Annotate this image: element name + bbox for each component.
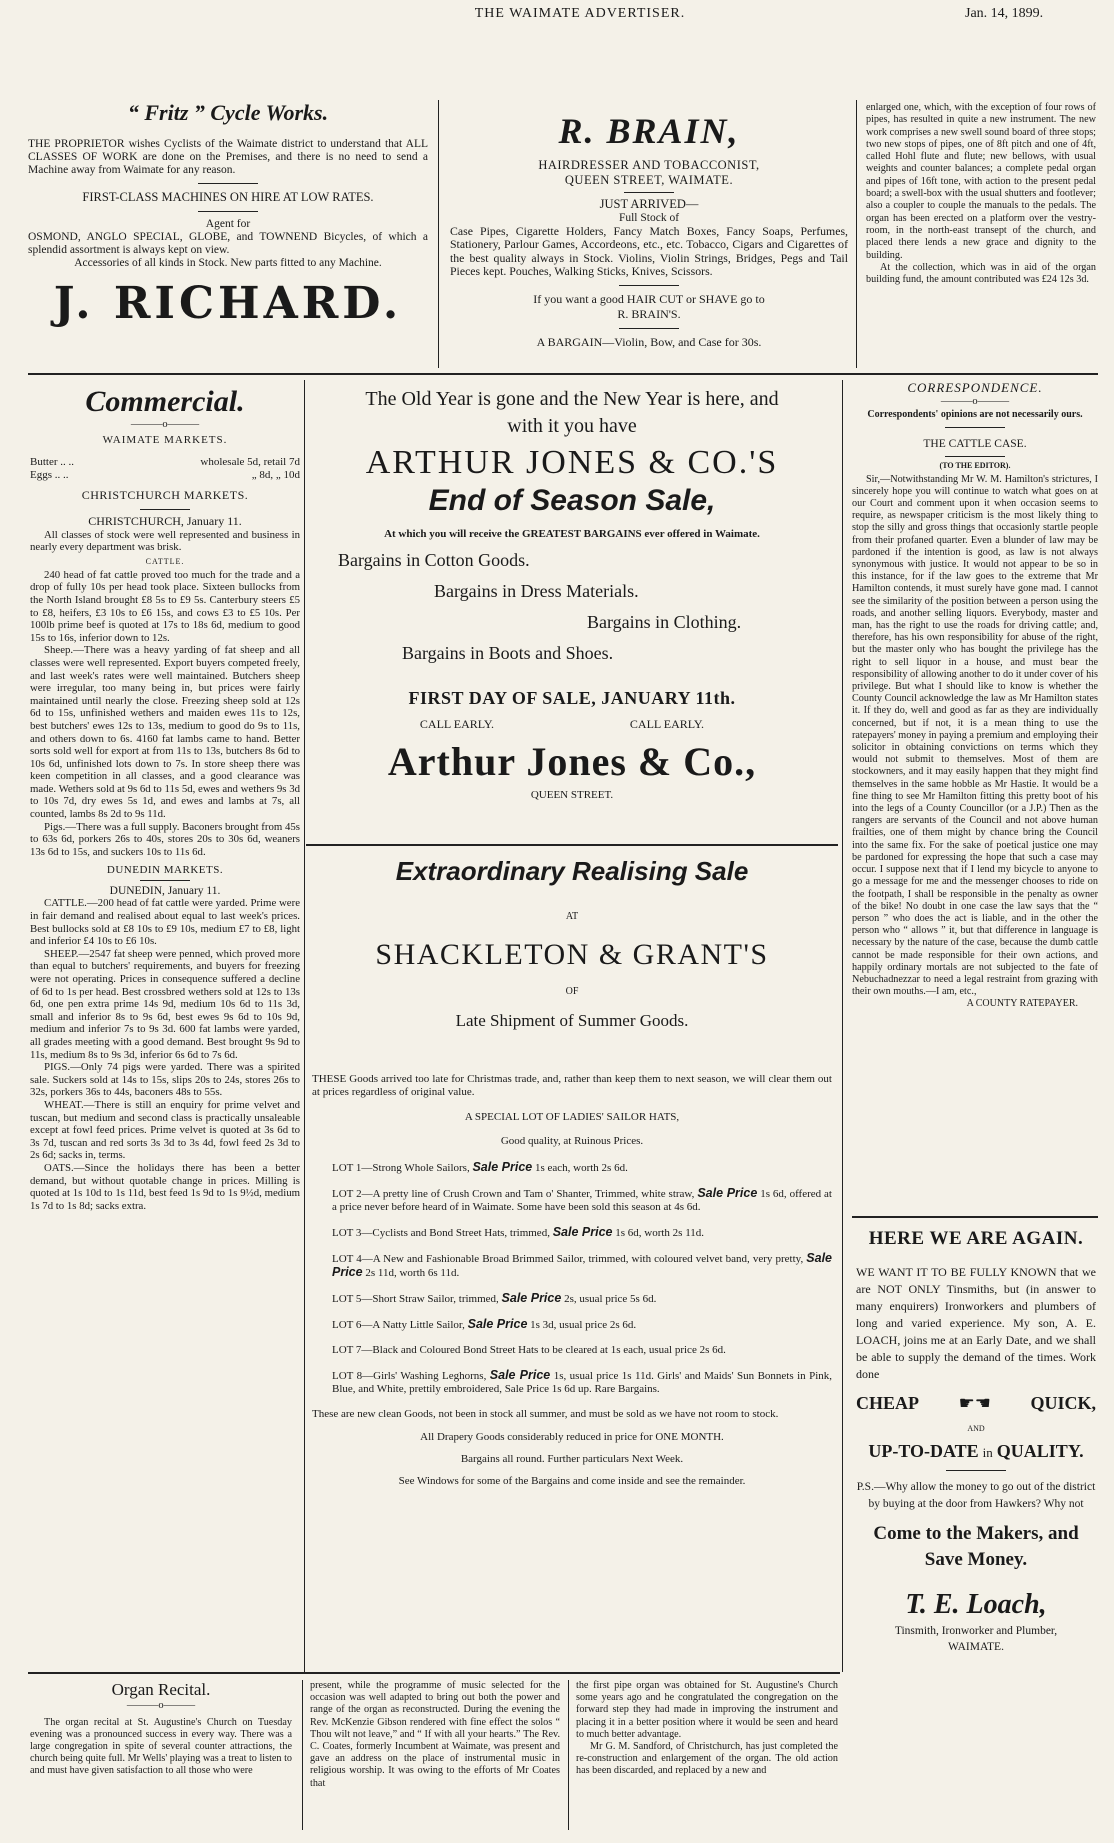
- lot-item: [332, 1344, 832, 1357]
- sale-price-label: Sale Price: [552, 1225, 613, 1239]
- chch-cattle: 240 head of fat cattle proved too much for the trade and a drop of fully 10s per head took place. Sixteen bullocks from the North Island brought £8 5s to £9 5s. Canterbury steers £5 to £8, heifers, £3 10s to £6 15s, and cows £3 to £5 10s. Per 100lb prime beef is quoted at 17s to 18s 6d, medium to good 15s to 16s, inferior down to 12s.: [30, 568, 300, 644]
- jones-sale: End of Season Sale,: [428, 484, 716, 517]
- dunedin-markets-head: DUNEDIN MARKETS.: [106, 864, 224, 877]
- cheap-word: CHEAP: [856, 1393, 919, 1413]
- eggs-row: [30, 469, 300, 482]
- dunedin-oats: OATS.—Since the holidays there has been a better demand, but without quotable change in prices. Milling is quoted at 1s 10d to 1s 11d, best feed 1s 9d to 1s 9½d, medium 1s 7d to 1s 8d; sacks extra.: [30, 1161, 300, 1212]
- jones-name: ARTHUR JONES & CO.'S: [365, 444, 779, 481]
- lot-item: [332, 1369, 832, 1396]
- lot-text: LOT 8—Girls' Washing Leghorns,: [332, 1370, 490, 1382]
- jones-company: Arthur Jones & Co.,: [387, 739, 757, 784]
- butter-label: Butter .. ..: [30, 455, 74, 468]
- organ-text-2: present, while the programme of music selected for the occasion was well adapted to bring out both the power and range of the organ as reconstructed. During the evening the Rev. McKenzie Gibson rendered with fine effect the solos “ Thou wilt not leave,” and “ If with all your hearts.” The Rev. C. Coates, formerly Incumbent at Waimate, was present and gave an address on the place of instrumental music in religious worship. It was owing to the efforts of Mr Coates that: [310, 1680, 560, 1789]
- loach-come: Come to the Makers, and Save Money.: [873, 1523, 1079, 1570]
- lot-text: LOT 7—Black and Coloured Bond Street Hats to be cleared at 1s each, usual price 2s 6d.: [332, 1344, 726, 1356]
- dunedin-pigs: PIGS.—Only 74 pigs were yarded. There was a spirited sale. Suckers sold at 14s to 15s, slips 20s to 24s, stores 26s to 32s, porkers 36s to 44s, baconers 48s to 55s.: [30, 1061, 300, 1099]
- loach-intro: WE WANT IT TO BE FULLY KNOWN that we are NOT ONLY Tinsmiths, but (in answer to many enquirers) Ironworkers and plumbers of long and varied experience. My son, A. E. LOACH, joins me at an Early Date, and we shall be able to supply the demand of the times. Work done: [856, 1265, 1096, 1381]
- loach-headline: HERE WE ARE AGAIN.: [868, 1228, 1084, 1249]
- fritz-intro: THE PROPRIETOR wishes Cyclists of the Waimate district to understand that ALL CLASSES OF WORK are done on the Premises, and there is no need to send a Machine away from Waimate for any reason.: [28, 138, 428, 176]
- hand-pointer-icon: ☛☚: [958, 1393, 991, 1413]
- eggs-price: „ 8d, „ 10d: [251, 468, 300, 481]
- lot-text: LOT 4—A New and Fashionable Broad Brimmed Sailor, trimmed, with coloured velvet band, very pretty,: [332, 1253, 807, 1265]
- lot-text: 2s 11d, worth 6s 11d.: [362, 1267, 460, 1279]
- separator: ———o———: [126, 1700, 196, 1711]
- lot-text: LOT 3—Cyclists and Bond Street Hats, trimmed,: [332, 1227, 553, 1239]
- uptodate-word: UP-TO-DATE: [868, 1441, 979, 1461]
- newspaper-name: THE WAIMATE ADVERTISER.: [474, 6, 686, 21]
- loach-town: WAIMATE.: [948, 1641, 1004, 1653]
- cattle-subhead: CATTLE.: [145, 556, 185, 566]
- dunedin-date: DUNEDIN, January 11.: [109, 885, 221, 898]
- brain-trade: HAIRDRESSER AND TOBACCONIST,: [538, 158, 760, 172]
- and-word: AND: [967, 1424, 985, 1433]
- shackleton-at: AT: [565, 911, 579, 922]
- dunedin-wheat: WHEAT.—There is still an enquiry for prime velvet and tuscan, but medium and second class is practically unsaleable except at fowl feed prices. Prime velvet is quoted at 3s 6d to 3s 7d, tuscan and red sorts 3s 3d to 3s 4d, fowl feed 2s 3d to 2s 6d; sacks in, terms.: [30, 1098, 300, 1162]
- sale-price-label: Sale Price: [501, 1291, 562, 1305]
- quality-word: QUALITY.: [996, 1441, 1084, 1461]
- cattle-case-title: THE CATTLE CASE.: [923, 437, 1027, 450]
- cattle-case-letter: Sir,—Notwithstanding Mr W. M. Hamilton's strictures, I sincerely hope you will continue to watch what goes on at our Court and comment upon it when occasion seems to require, as newspaper criticism is the most likely thing to stop the silly and gross things that occasionly startle people from their profaned quarter. Even a blunder of law may be pardoned if the intention is good, as law is not always synonymous with justice. It would not appear to be so in this instance, for if the law goes to the extreme that Mr Hamilton contends, it must surely have gone mad. I cannot see the similarity of the position between a person using the roads, and another selling liquors. Everybody, master and man, has the right to use the roads for driving cattle; and, therefore, has his own responsibility for abuse of the right, but the master only who has bought the privilege has the right to sell liquor in a house, and must bear the responsibility of allowing another to do it under cover of his privilege. But what I should like to know is whether the County Council acknowledge the law as Mr Hamilton states it. If they do, well and good as far as they are individually concerned, but if not, it is a mean thing to use the ratepayers' money in paying a premium and employing their solicitor in obtaining convictions on terms which they would not submit to themselves. Most of them are stockowners, and it may easily happen that they might find themselves in the same hobble as Mr Hastie. It would be a fine thing to see Mr Hamilton fitting this pretty boot of his into the legs of a County Councillor (or a J.P.) Then as the rangers are servants of the Council and not above human frailties, one of them might by chance bring the Council into the same fix. For the sake of poetical justice one may be pardoned for expressing the hope that such a case may occur. I suppose next that if I lend my bicycle to anyone to go a message for me and the messenger chooses to ride on the footpath, I shall be responsible in the penalty as owner of the bike! No doubt in one case the law says that the “ person ” who does the act is liable, and in the other the person who “ allows ” it, but that difference in language is necessary by the nature of the case, because the dumb cattle cannot be made responsible for their own actions, and happily ordinary mortals are not subjected to the fate of Nebuchadnezzar to need a legal restraint from grazing with their own mouths.—I am, etc.,: [852, 473, 1098, 998]
- separator: ———o———: [130, 419, 200, 430]
- lot-text: 1s 3d, usual price 2s 6d.: [527, 1319, 637, 1331]
- jones-bargain-dress: Bargains in Dress Materials.: [434, 581, 639, 601]
- masthead: [0, 0, 1114, 22]
- fritz-agent: Agent for: [205, 218, 251, 230]
- correspondence-title: CORRESPONDENCE.: [907, 380, 1043, 395]
- uptodate-row: [856, 1441, 1096, 1462]
- jones-first-day: FIRST DAY OF SALE, JANUARY 11th.: [408, 688, 736, 708]
- lot-item: [332, 1252, 832, 1280]
- sale-price-label: Sale Price: [697, 1186, 758, 1200]
- jones-bargain-boots: Bargains in Boots and Shoes.: [402, 643, 614, 663]
- separator: ———o———: [940, 396, 1010, 407]
- commercial-column: [30, 385, 300, 1212]
- sale-price-label: Sale Price: [489, 1368, 551, 1382]
- lot-item: [332, 1292, 832, 1306]
- brain-stock: Full Stock of: [618, 212, 680, 224]
- organ-text-1: The organ recital at St. Augustine's Church on Tuesday evening was a pronounced success in every way. There was a large congregation in spite of several counter attractions, the church being quite full. Mr Wells' playing was a treat to listen to and must have given satisfaction to all those who were: [30, 1716, 292, 1777]
- shackleton-quality: Good quality, at Ruinous Prices.: [500, 1135, 644, 1147]
- shackleton-bargains: Bargains all round. Further particulars Next Week.: [460, 1453, 684, 1465]
- lot-text: 1s 6d, offered at a price never before heard of in Waimate. Some have been sold this season at 4s 6d.: [332, 1188, 832, 1213]
- loach-trade: Tinsmith, Ironworker and Plumber,: [894, 1625, 1058, 1637]
- sale-price-label: Sale Price: [332, 1251, 832, 1279]
- brain-ad: [450, 110, 848, 370]
- chch-date: CHRISTCHURCH, January 11.: [88, 513, 242, 528]
- shackleton-title: Extraordinary Realising Sale: [395, 856, 749, 886]
- lot-text: LOT 6—A Natty Little Sailor,: [332, 1319, 468, 1331]
- loach-ps: P.S.—Why allow the money to go out of the district by buying at the door from Hawkers? Why not: [856, 1481, 1096, 1510]
- fritz-cycle-ad: [28, 100, 428, 390]
- sale-price-label: Sale Price: [467, 1317, 528, 1331]
- shackleton-clean: These are new clean Goods, not been in stock all summer, and must be sold as we have not room to stock.: [312, 1408, 779, 1420]
- cheap-quick-row: [856, 1393, 1096, 1414]
- lot-item: [332, 1161, 832, 1175]
- lot-text: LOT 2—A pretty line of Crush Crown and Tam o' Shanter, Trimmed, white straw,: [332, 1188, 698, 1200]
- waimate-markets-head: WAIMATE MARKETS.: [102, 433, 228, 446]
- lot-item: [332, 1226, 832, 1240]
- lot-text: 1s each, worth 2s 6d.: [532, 1162, 628, 1174]
- jones-bargain-clothing: Bargains in Clothing.: [587, 612, 742, 632]
- jones-headline-2: with it you have: [507, 415, 637, 437]
- jones-headline-1: The Old Year is gone and the New Year is here, and: [365, 388, 779, 410]
- butter-price: wholesale 5d, retail 7d: [200, 455, 300, 468]
- organ-continued: [866, 102, 1096, 286]
- brain-haircut-name: R. BRAIN'S.: [617, 306, 681, 321]
- brain-bargain: A BARGAIN—Violin, Bow, and Case for 30s.: [536, 334, 762, 349]
- commercial-title: Commercial.: [85, 385, 245, 418]
- shackleton-name: SHACKLETON & GRANT'S: [375, 938, 769, 971]
- shackleton-special: A SPECIAL LOT OF LADIES' SAILOR HATS,: [464, 1111, 680, 1123]
- brain-address: QUEEN STREET, WAIMATE.: [564, 173, 734, 187]
- quick-word: QUICK,: [1030, 1393, 1096, 1413]
- arthur-jones-ad: [312, 388, 832, 838]
- correspondence-disclaimer: Correspondents' opinions are not necessarily ours.: [867, 408, 1083, 420]
- call-early-1: CALL EARLY.: [419, 717, 495, 731]
- lot-item: [332, 1187, 832, 1214]
- to-editor: (TO THE EDITOR).: [939, 460, 1011, 470]
- fritz-hire: FIRST-CLASS MACHINES ON HIRE AT LOW RATES.: [82, 190, 374, 204]
- fritz-signature: J. RICHARD.: [53, 277, 403, 329]
- eggs-label: Eggs .. ..: [30, 468, 69, 481]
- chch-markets-head: CHRISTCHURCH MARKETS.: [81, 487, 249, 502]
- jones-bargain-cotton: Bargains in Cotton Goods.: [338, 550, 530, 570]
- dunedin-sheep: SHEEP.—2547 fat sheep were penned, which proved more than equal to butchers' requirements, and buyers for freezing were not operating. Prices in consequence suffered a decline of 6d to 1s per head. Best crossbred wethers sold at 12s to 13s 6d, one pen extra prime 14s 9d, medium 10s 6d to 11s 3d, small and inferior 8s to 9s 6d, best ewes 9s 6d to 10s 9d, medium and inferior 7s to 9s 3d. 600 fat lambs were yarded, all grades meeting with a good demand. Best brought 9s 9d to 11s, medium 8s to 9s 3d, inferior 6s 6d to 7s 6d.: [30, 947, 300, 1061]
- chch-sheep: Sheep.—There was a heavy yarding of fat sheep and all classes were well represented. Export buyers competed freely, and last week's rates were well maintained. Butchers sheep were irregular, too many being in, but prices were fairly maintained until nearly the close. Freezing sheep sold at 12s 6d to 15s, unfinished wethers and maiden ewes 11s to 12s, best butchers' ewes 12s to 13s, medium to good do 9s to 11s, and others down to 6s. 4160 fat lambs came to hand. Better sorts sold well for export at from 11s to 13s, butchers 8s 6d to 10s 6d, unfinished lots down to 7s. In store sheep there was keen competition in all classes, and a good clearance was made. Wethers sold at 9s 6d to 11s 5d, ewes and wethers 9s 3d to 10s 7d, dry ewes 5s 1d, and ewes and lambs at 7s, all counted, lambs 8s 2d to 9s 11d.: [30, 644, 300, 821]
- shackleton-intro: THESE Goods arrived too late for Christmas trade, and, rather than keep them to next season, we will clear them out at prices regardless of original value.: [312, 1073, 832, 1098]
- organ-recital: [30, 1680, 840, 1830]
- loach-ad: [856, 1228, 1096, 1653]
- lot-text: LOT 1—Strong Whole Sailors,: [332, 1162, 473, 1174]
- chch-pigs: Pigs.—There was a full supply. Baconers brought from 45s to 63s 6d, porkers 26s to 40s, stores 20s to 30s 6d, weaners 13s 6d to 15s, and suckers 10s to 11s 6d.: [30, 820, 300, 858]
- sailor-hat-lots: [312, 1161, 832, 1396]
- fritz-brands: OSMOND, ANGLO SPECIAL, GLOBE, and TOWNEND Bicycles, of which a splendid assortment is always kept on view.: [28, 230, 428, 256]
- organ-title: Organ Recital.: [111, 1680, 211, 1699]
- dunedin-cattle: CATTLE.—200 head of fat cattle were yarded. Prime were in fair demand and realised about equal to last week's prices. Best bullocks sold at £8 10s to £9 10s, medium £7 to £8, light and inferior £4 10s to £6 10s.: [30, 897, 300, 948]
- brain-arrived: JUST ARRIVED—: [599, 197, 699, 211]
- brain-goods: Case Pipes, Cigarette Holders, Fancy Match Boxes, Fancy Soaps, Perfumes, Stationery, Parlour Games, Accordeons, etc., etc. Tobacco, Cigars and Cigarettes of the best quality always in Stock. Violins, Violin Strings, Bridges, Pegs and Tail Pieces kept. Pouches, Walking Sticks, Knives, Scissors.: [450, 223, 848, 279]
- correspondence-column: [852, 380, 1098, 1009]
- shackleton-grant-ad: [312, 856, 832, 1546]
- issue-date: Jan. 14, 1899.: [965, 6, 1044, 21]
- organ-col-2: [310, 1680, 560, 1790]
- organ-continued-text: enlarged one, which, with the exception of four rows of pipes, has resulted in quite a new instrument. The new work comprises a new swell sound board of three stops; two new stops of pipes, one of 8ft pitch and one of 4ft, called Hohl flute and flute; new bellows, with usual weights and counter balances; a complete pedal organ and pipes of 16ft tone, with action to the present pedal board; a swell-box with the usual shutters and footlever; also a coupler to couple the manuals to the pedals. The organ has been erected on a platform over the vestry-room, in the north-east transept of the church, and placed there lends a new grace and dignity to the building.: [866, 102, 1096, 261]
- brain-haircut: If you want a good HAIR CUT or SHAVE go to: [533, 291, 765, 306]
- jones-street: QUEEN STREET.: [530, 789, 614, 801]
- organ-text-4: Mr G. M. Sandford, of Christchurch, has just completed the re-construction and enlargement of the organ. The old action has been discarded, and replaced by a new and: [576, 1741, 838, 1777]
- loach-name: T. E. Loach,: [905, 1589, 1047, 1620]
- jones-bargains-intro: At which you will receive the GREATEST BARGAINS ever offered in Waimate.: [384, 528, 760, 540]
- butter-row: [30, 456, 300, 469]
- shackleton-late: Late Shipment of Summer Goods.: [455, 1011, 689, 1030]
- sale-price-label: Sale Price: [472, 1160, 533, 1174]
- fritz-accessories: Accessories of all kinds in Stock. New parts fitted to any Machine.: [74, 256, 382, 269]
- brain-name: R. BRAIN,: [558, 111, 740, 151]
- organ-collection: At the collection, which was in aid of the organ building fund, the amount contributed was £24 12s 3d.: [866, 261, 1096, 286]
- fritz-title: “ Fritz ” Cycle Works.: [127, 100, 329, 125]
- lot-text: 1s, usual price 1s 11d. Girls' and Maids' Sun Bonnets in Pink, Blue, and White, prettily embroidered, Sale Price 1s 6d up. Rare Bargains.: [332, 1370, 832, 1395]
- letter-signature: A COUNTY RATEPAYER.: [966, 998, 1078, 1010]
- lot-item: [332, 1318, 832, 1332]
- organ-text-3: the first pipe organ was obtained for St. Augustine's Church some years ago and he congratulated the congregation on the forward step they had made in improving the instrument and placing it in a better position where it would be seen and heard to much better advantage.: [576, 1680, 838, 1740]
- shackleton-windows: See Windows for some of the Bargains and come inside and see the remainder.: [398, 1475, 746, 1487]
- lot-text: 2s, usual price 5s 6d.: [561, 1293, 657, 1305]
- shackleton-of: OF: [565, 986, 579, 997]
- lot-text: 1s 6d, worth 2s 11d.: [612, 1227, 705, 1239]
- organ-col-3: [576, 1680, 838, 1778]
- in-word: in: [982, 1445, 993, 1460]
- organ-col-1: [30, 1680, 292, 1778]
- call-early-row: [352, 717, 772, 732]
- call-early-2: CALL EARLY.: [629, 717, 705, 731]
- lot-text: LOT 5—Short Straw Sailor, trimmed,: [332, 1293, 502, 1305]
- chch-intro: All classes of stock were well represented and business in nearly every department was brisk.: [30, 528, 300, 554]
- shackleton-drapery: All Drapery Goods considerably reduced in price for ONE MONTH.: [420, 1431, 724, 1443]
